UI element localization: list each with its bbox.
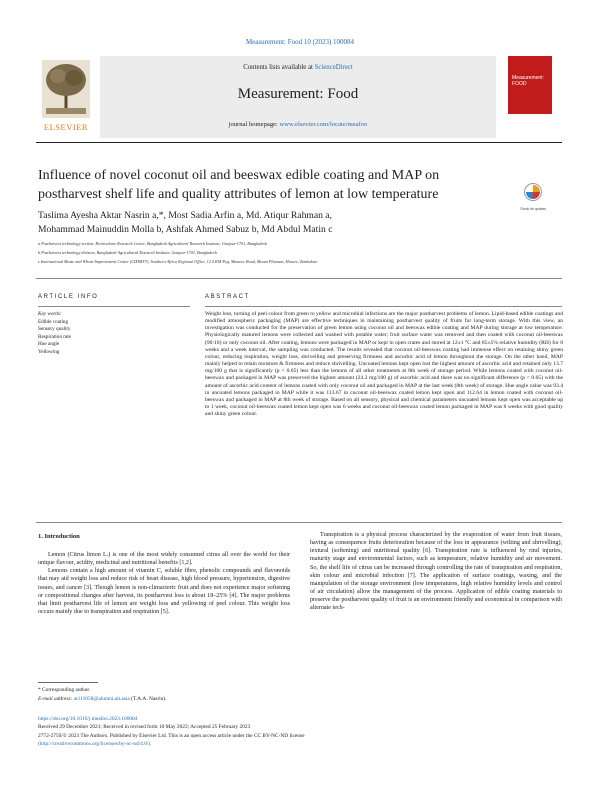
abstract-text: Weight loss, turning of peel colour from green to yellow and microbial infections are the major postharvest problems of lemon. Lipid-based edible coatings and modified atmospheric packaging (MAP) are effective techniques in maintaining postharvest quality of fruits for long-term storage. With this view, an investigation was conducted for the preservation of green lemon using coconut oil and beeswax edible coating and MAP during storage at low temperature. Physiologically matured lemons were collected and washed with potable water; fruit surface water was removed and then coated with coconut oil-beeswax (90:10) or only coconut oil. After coating, lemons were packaged in MAP or kept in open crates and stored at 12±1 °C and 85±5% relative humidity (RH) for 8 weeks and a week interval, the sampling was conducted. The results revealed that coconut oil-beeswax coating had immense effect on retaining shiny green colour, reducing respiration, weight loss, shrivelling and preserving firmness and ascorbic acid of lemon throughout the storage. On the other hand, MAP mainly helped to retain moisture & firmness and reduce shrivelling. Uncoated lemons kept open lost the highest amount of ascorbic acid and retained only 13.7 mg/100 g that is significantly (p < 0.05) less than the lemons of all other treatments at 8th week of storage period. While lemons coated with coconut oil-beeswax and packaged in MAP was preserved the highest amount (24.2 mg/100 g) of ascorbic acid and there was no significant difference (p < 0.05) with the amount of ascorbic acid content of lemons coated with only coconut oil and packaged in MAP at the last week (8th week) of storage. Hue angle value was 93.4 in uncoated lemons packaged in MAP while it was 113.67 in coconut oil-beeswax coated lemon kept open and 112.64 in lemon coated with coconut oil-beeswax and packaged in MAP at 8th week of storage. Based on all sensory, physical and chemical parameters uncoated lemons kept open was acceptable up to 1 week, coconut oil-beeswax coated lemon kept open was 6 weeks and coconut oil-beeswax coated lemon packaged in MAP was 8 weeks with good quality and shiny green colour. <box>205 311 563 418</box>
doi-link[interactable]: https://doi.org/10.1016/j.meafoo.2023.100084 <box>38 716 138 722</box>
journal-name: Measurement: Food <box>237 86 359 102</box>
divider <box>36 278 562 279</box>
journal-homepage: journal homepage: www.elsevier.com/locate/meafoo <box>228 121 368 128</box>
section-heading-introduction: 1. Introduction <box>38 533 80 540</box>
keyword: Respiration rate <box>38 333 71 340</box>
email-link[interactable]: at111058@alumni.ait.asia <box>73 696 130 702</box>
paragraph: Transpiration is a physical process characterized by the evaporation of water from fruit tissues, having as consequence fruits deterioration because of the loss in appearance (wilting and shrivelling), textural (softening) and nutritional quality [6]. Transpiration rate is influenced by rind injuries, maturity stage and environmental factors, such as temperature, relative humidity and air movement. So, the shelf life of citrus can be increased through controlling the rate of transpiration and respiration, skin colour and microbial infection [7]. The application of surface coatings, waxing, and the manipulation of the storage environment (low temperatures, high relative humidity levels and control of air circulation) allow the management of the process. Application of edible coating materials to preserve the postharvest quality of fruit is an environment friendly and economical in comparison with alternate tech- <box>310 532 562 612</box>
journal-reference[interactable]: Measurement: Food 10 (2023) 100084 <box>245 38 355 46</box>
license-statement: 2772-2759/© 2023 The Authors. Published by Elsevier Ltd. This is an open access article under the CC BY-NC-ND license <box>38 733 305 739</box>
affiliation-c: c International Maize and Wheat Improvement Center (CIMMYT), Southern Africa Regional Office, 12.5 KM Peg, Mazowe Road, Mount Pleasant, Harare, Zimbabwe <box>38 259 318 264</box>
badge-text: Check for updates <box>520 207 546 211</box>
abstract-heading: ABSTRACT <box>205 294 250 300</box>
paragraph: Lemons contain a high amount of vitamin C, soluble fibre, phenolic compounds and flavonoids that may aid weight loss and reduce risk of heart disease, high blood pressure, hypertension, digestive issues, and cancer [3]. Though lemon is non-climacteric fruit and does not experience major softening or compositional changes after harvest, its postharvest loss is about 18–25% [4]. The major problems that limit postharvest life of lemon are weight loss and yellowing of peel colour. This weight loss occurs mainly due to transpiration and respiration [5]. <box>38 568 290 616</box>
header-rule <box>36 142 562 143</box>
affiliation-b: b Postharvest technology division, Bangladesh Agricultural Research Institute, Gazipur-1701, Bangladesh <box>38 250 217 255</box>
homepage-link[interactable]: www.elsevier.com/locate/meafoo <box>279 121 368 128</box>
keyword: Edible coating <box>38 318 69 325</box>
footnote-rule <box>38 682 98 683</box>
corresponding-author-note: * Corresponding author. <box>38 687 91 693</box>
body-left-column <box>38 551 290 616</box>
keywords-label: Key words: <box>38 311 62 317</box>
check-for-updates-badge[interactable] <box>520 182 546 210</box>
contents-line: Contents lists available at ScienceDirect <box>243 64 353 71</box>
affiliation-a: a Postharvest technology section, Horticulture Research Centre, Bangladesh Agricultural Research Institute, Gazipur-1701, Bangladesh <box>38 241 268 246</box>
divider <box>205 306 562 307</box>
body-right-column <box>310 531 562 613</box>
keyword: Sensory quality <box>38 326 71 332</box>
journal-cover-thumbnail <box>508 56 552 114</box>
divider <box>36 522 562 523</box>
article-title: Influence of novel coconut oil and beeswax edible coating and MAP on postharvest shelf life and quality attributes of lemon at low temperature <box>38 168 440 202</box>
publisher-logo-text: ELSEVIER <box>43 122 89 132</box>
author-list: Taslima Ayesha Aktar Nasrin a,*, Most Sadia Arfin a, Md. Atiqur Rahman a, Mohammad Mainuddin Molla b, Ashfak Ahmed Sabuz b, Md Abdul Matin c <box>38 210 333 235</box>
elsevier-logo <box>36 56 96 138</box>
received-dates: Received 29 December 2021; Received in revised form 10 May 2022; Accepted 25 February 2023 <box>38 724 251 730</box>
license-url[interactable]: (http://creativecommons.org/licenses/by-nc-nd/4.0/). <box>38 741 152 747</box>
keyword: Yellowing <box>38 348 60 355</box>
sciencedirect-link[interactable]: ScienceDirect <box>314 64 353 71</box>
paragraph: Lemon (Citrus limon L.) is one of the most widely consumed citrus all over the world for their unique flavour, acidity, medicinal and nutritional benefits [1,2]. <box>38 552 290 567</box>
keywords-block <box>38 311 188 356</box>
email-note: E-mail address: at111058@alumni.ait.asia (T.A.A. Nasrin). <box>38 696 167 702</box>
divider <box>38 306 190 307</box>
article-info-heading: ARTICLE INFO <box>38 294 99 300</box>
cover-title: Measurement: FOOD <box>512 75 544 87</box>
keyword: Hue angle <box>38 341 60 347</box>
